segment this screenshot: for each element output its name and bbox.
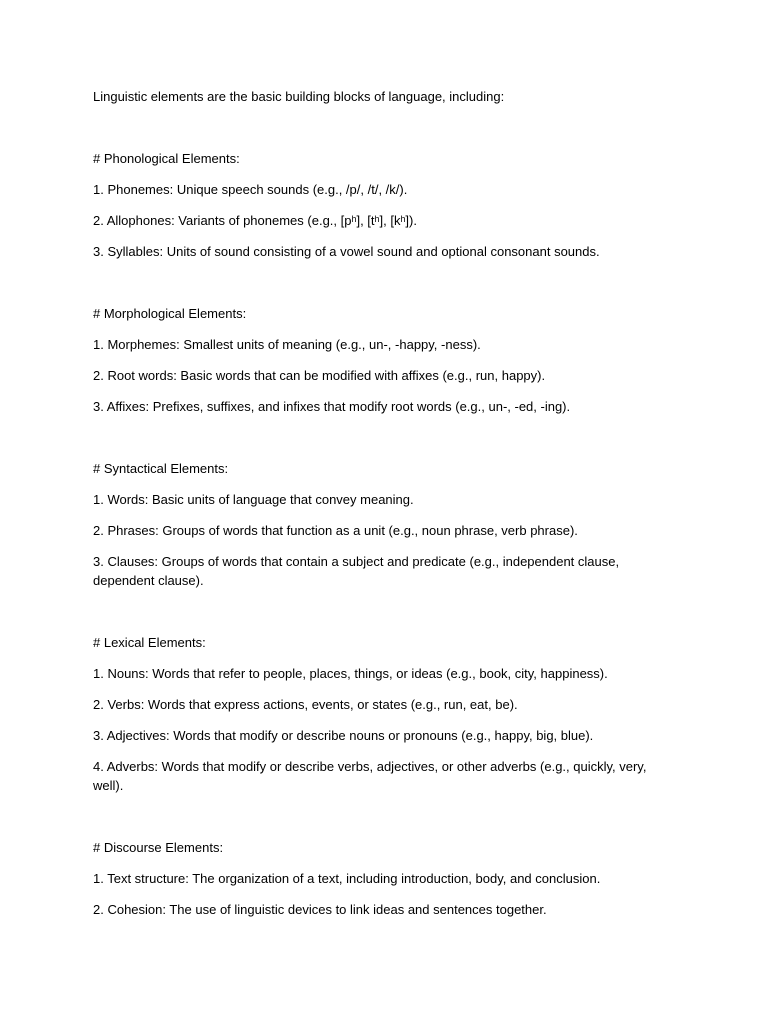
list-item: 1. Text structure: The organization of a text, including introduction, body, and conclusion. xyxy=(93,871,601,886)
section-heading: # Phonological Elements: xyxy=(93,151,240,166)
list-item: 2. Allophones: Variants of phonemes (e.g., [pʰ], [tʰ], [kʰ]). xyxy=(93,213,417,228)
section-heading: # Morphological Elements: xyxy=(93,306,247,321)
section-heading: # Discourse Elements: xyxy=(93,840,224,855)
list-item: 1. Morphemes: Smallest units of meaning (e.g., un-, -happy, -ness). xyxy=(93,337,481,352)
list-item: 3. Syllables: Units of sound consisting of a vowel sound and optional consonant sounds. xyxy=(93,244,600,259)
list-item: 3. Affixes: Prefixes, suffixes, and infixes that modify root words (e.g., un-, -ed, -ing). xyxy=(93,399,571,414)
list-item: 3. Adjectives: Words that modify or describe nouns or pronouns (e.g., happy, big, blue). xyxy=(93,728,594,743)
section-discourse xyxy=(93,838,673,919)
list-item: 2. Root words: Basic words that can be modified with affixes (e.g., run, happy). xyxy=(93,368,546,383)
list-item: 1. Nouns: Words that refer to people, places, things, or ideas (e.g., book, city, happiness). xyxy=(93,666,608,681)
intro-paragraph: Linguistic elements are the basic building blocks of language, including: xyxy=(93,89,505,104)
list-item: 1. Phonemes: Unique speech sounds (e.g., /p/, /t/, /k/). xyxy=(93,182,408,197)
list-item: 2. Phrases: Groups of words that function as a unit (e.g., noun phrase, verb phrase). xyxy=(93,523,578,538)
section-phonological xyxy=(93,149,673,261)
section-lexical xyxy=(93,633,673,795)
section-heading: # Syntactical Elements: xyxy=(93,461,229,476)
list-item: 4. Adverbs: Words that modify or describe verbs, adjectives, or other adverbs (e.g., quickly, very, well). xyxy=(93,759,647,793)
list-item: 2. Cohesion: The use of linguistic devices to link ideas and sentences together. xyxy=(93,902,547,917)
document-body xyxy=(93,87,673,919)
section-heading: # Lexical Elements: xyxy=(93,635,206,650)
section-morphological xyxy=(93,304,673,416)
list-item: 3. Clauses: Groups of words that contain a subject and predicate (e.g., independent clause, dependent clause). xyxy=(93,554,620,588)
list-item: 1. Words: Basic units of language that convey meaning. xyxy=(93,492,414,507)
section-syntactical xyxy=(93,459,673,590)
list-item: 2. Verbs: Words that express actions, events, or states (e.g., run, eat, be). xyxy=(93,697,518,712)
